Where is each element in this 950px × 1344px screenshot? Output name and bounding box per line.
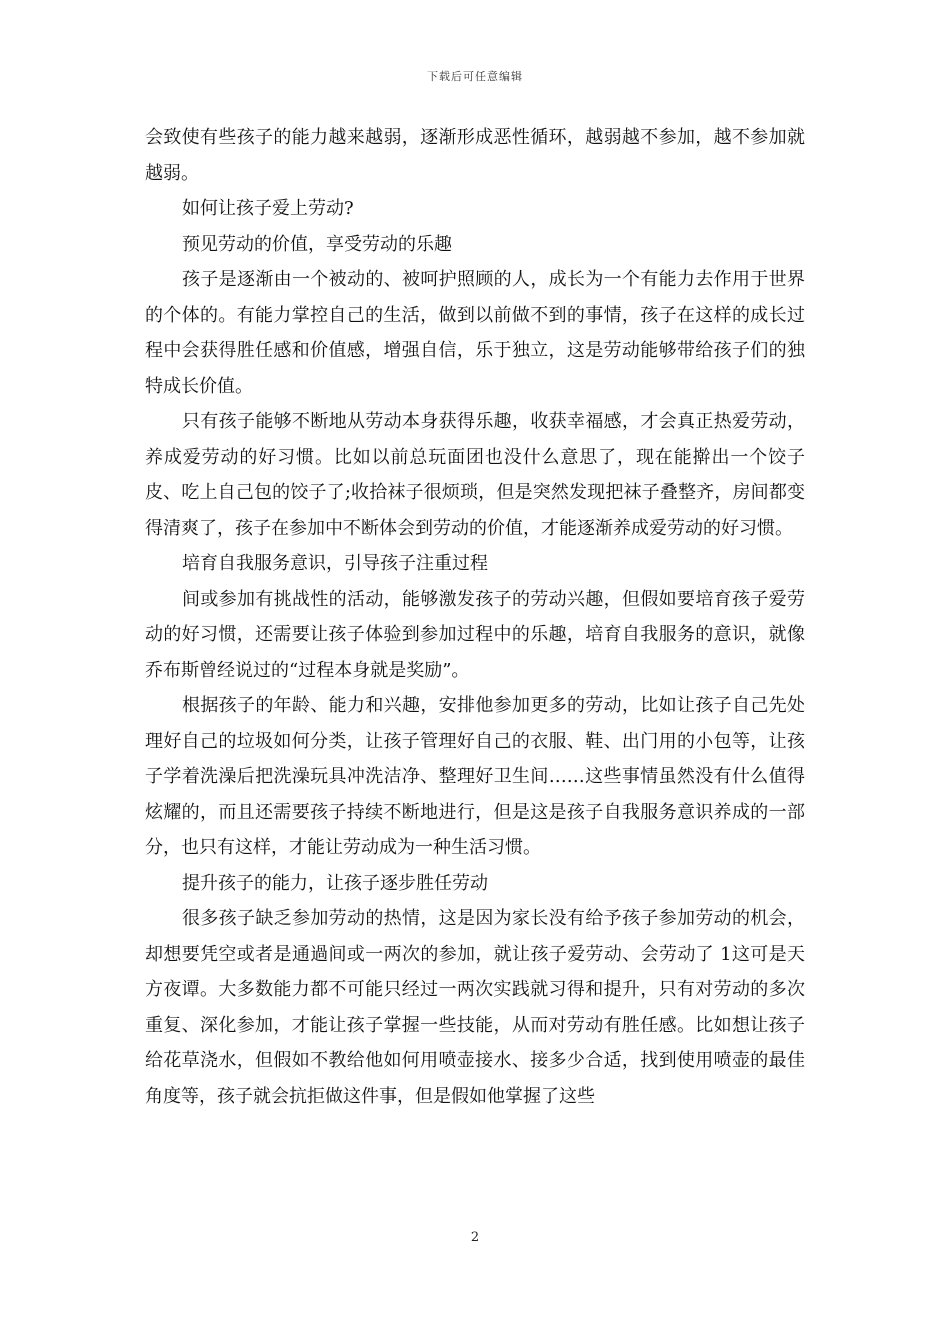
paragraph: 会致使有些孩子的能力越来越弱，逐渐形成恶性循环，越弱越不参加，越不参加就越弱。: [145, 127, 805, 184]
section-heading: 提升孩子的能力，让孩子逐步胜任劳动: [182, 872, 488, 894]
document-body: [145, 120, 805, 1114]
page-header: 下载后可任意编辑: [427, 70, 523, 83]
page-number: 2: [470, 1230, 480, 1245]
paragraph: 很多孩子缺乏参加劳动的热情，这是因为家长没有给予孩子参加劳动的机会，却想要凭空或者是通過间或一两次的参加，就让孩子爱劳动、会劳动了 1这可是天方夜谭。大多数能力都不可能只经过一两次实践就习得和提升，只有对劳动的多次重复、深化参加，才能让孩子掌握一些技能，从而对劳动有胜任感。比如想让孩子给花草浇水，但假如不教给他如何用喷壶接水、接多少合适，找到使用喷壶的最佳角度等，孩子就会抗拒做这件事，但是假如他掌握了这些: [145, 908, 805, 1107]
section-heading: 预见劳动的价值，享受劳动的乐趣: [182, 233, 452, 255]
paragraph: 孩子是逐渐由一个被动的、被呵护照顾的人，成长为一个有能力去作用于世界的个体的。有能力掌控自己的生活，做到以前做不到的事情，孩子在这样的成长过程中会获得胜任感和价值感，增强自信，乐于独立，这是劳动能够带给孩子们的独特成长价值。: [145, 269, 805, 397]
paragraph: 根据孩子的年龄、能力和兴趣，安排他参加更多的劳动，比如让孩子自己先处理好自己的垃圾如何分类，让孩子管理好自己的衣服、鞋、出门用的小包等，让孩子学着洗澡后把洗澡玩具冲洗洁净、整理好卫生间……这些事情虽然没有什么值得炫耀的，而且还需要孩子持续不断地进行，但是这是孩子自我服务意识养成的一部分，也只有这样，才能让劳动成为一种生活习惯。: [145, 695, 805, 858]
section-heading: 培育自我服务意识，引导孩子注重过程: [182, 553, 488, 574]
section-heading: 如何让孩子爱上劳动?: [182, 198, 354, 219]
paragraph: 间或参加有挑战性的活动，能够激发孩子的劳动兴趣，但假如要培育孩子爱劳动的好习惯，还需要让孩子体验到参加过程中的乐趣，培育自我服务的意识，就像乔布斯曾经说过的“过程本身就是奖励”。: [145, 588, 805, 681]
paragraph: 只有孩子能够不断地从劳动本身获得乐趣，收获幸福感，才会真正热爱劳动，养成爱劳动的好习惯。比如以前总玩面团也没什么意思了，现在能擀出一个饺子皮、吃上自己包的饺子了;收拾袜子很烦琐，但是突然发现把袜子叠整齐，房间都变得清爽了，孩子在参加中不断体会到劳动的价值，才能逐渐养成爱劳动的好习惯。: [145, 411, 805, 539]
